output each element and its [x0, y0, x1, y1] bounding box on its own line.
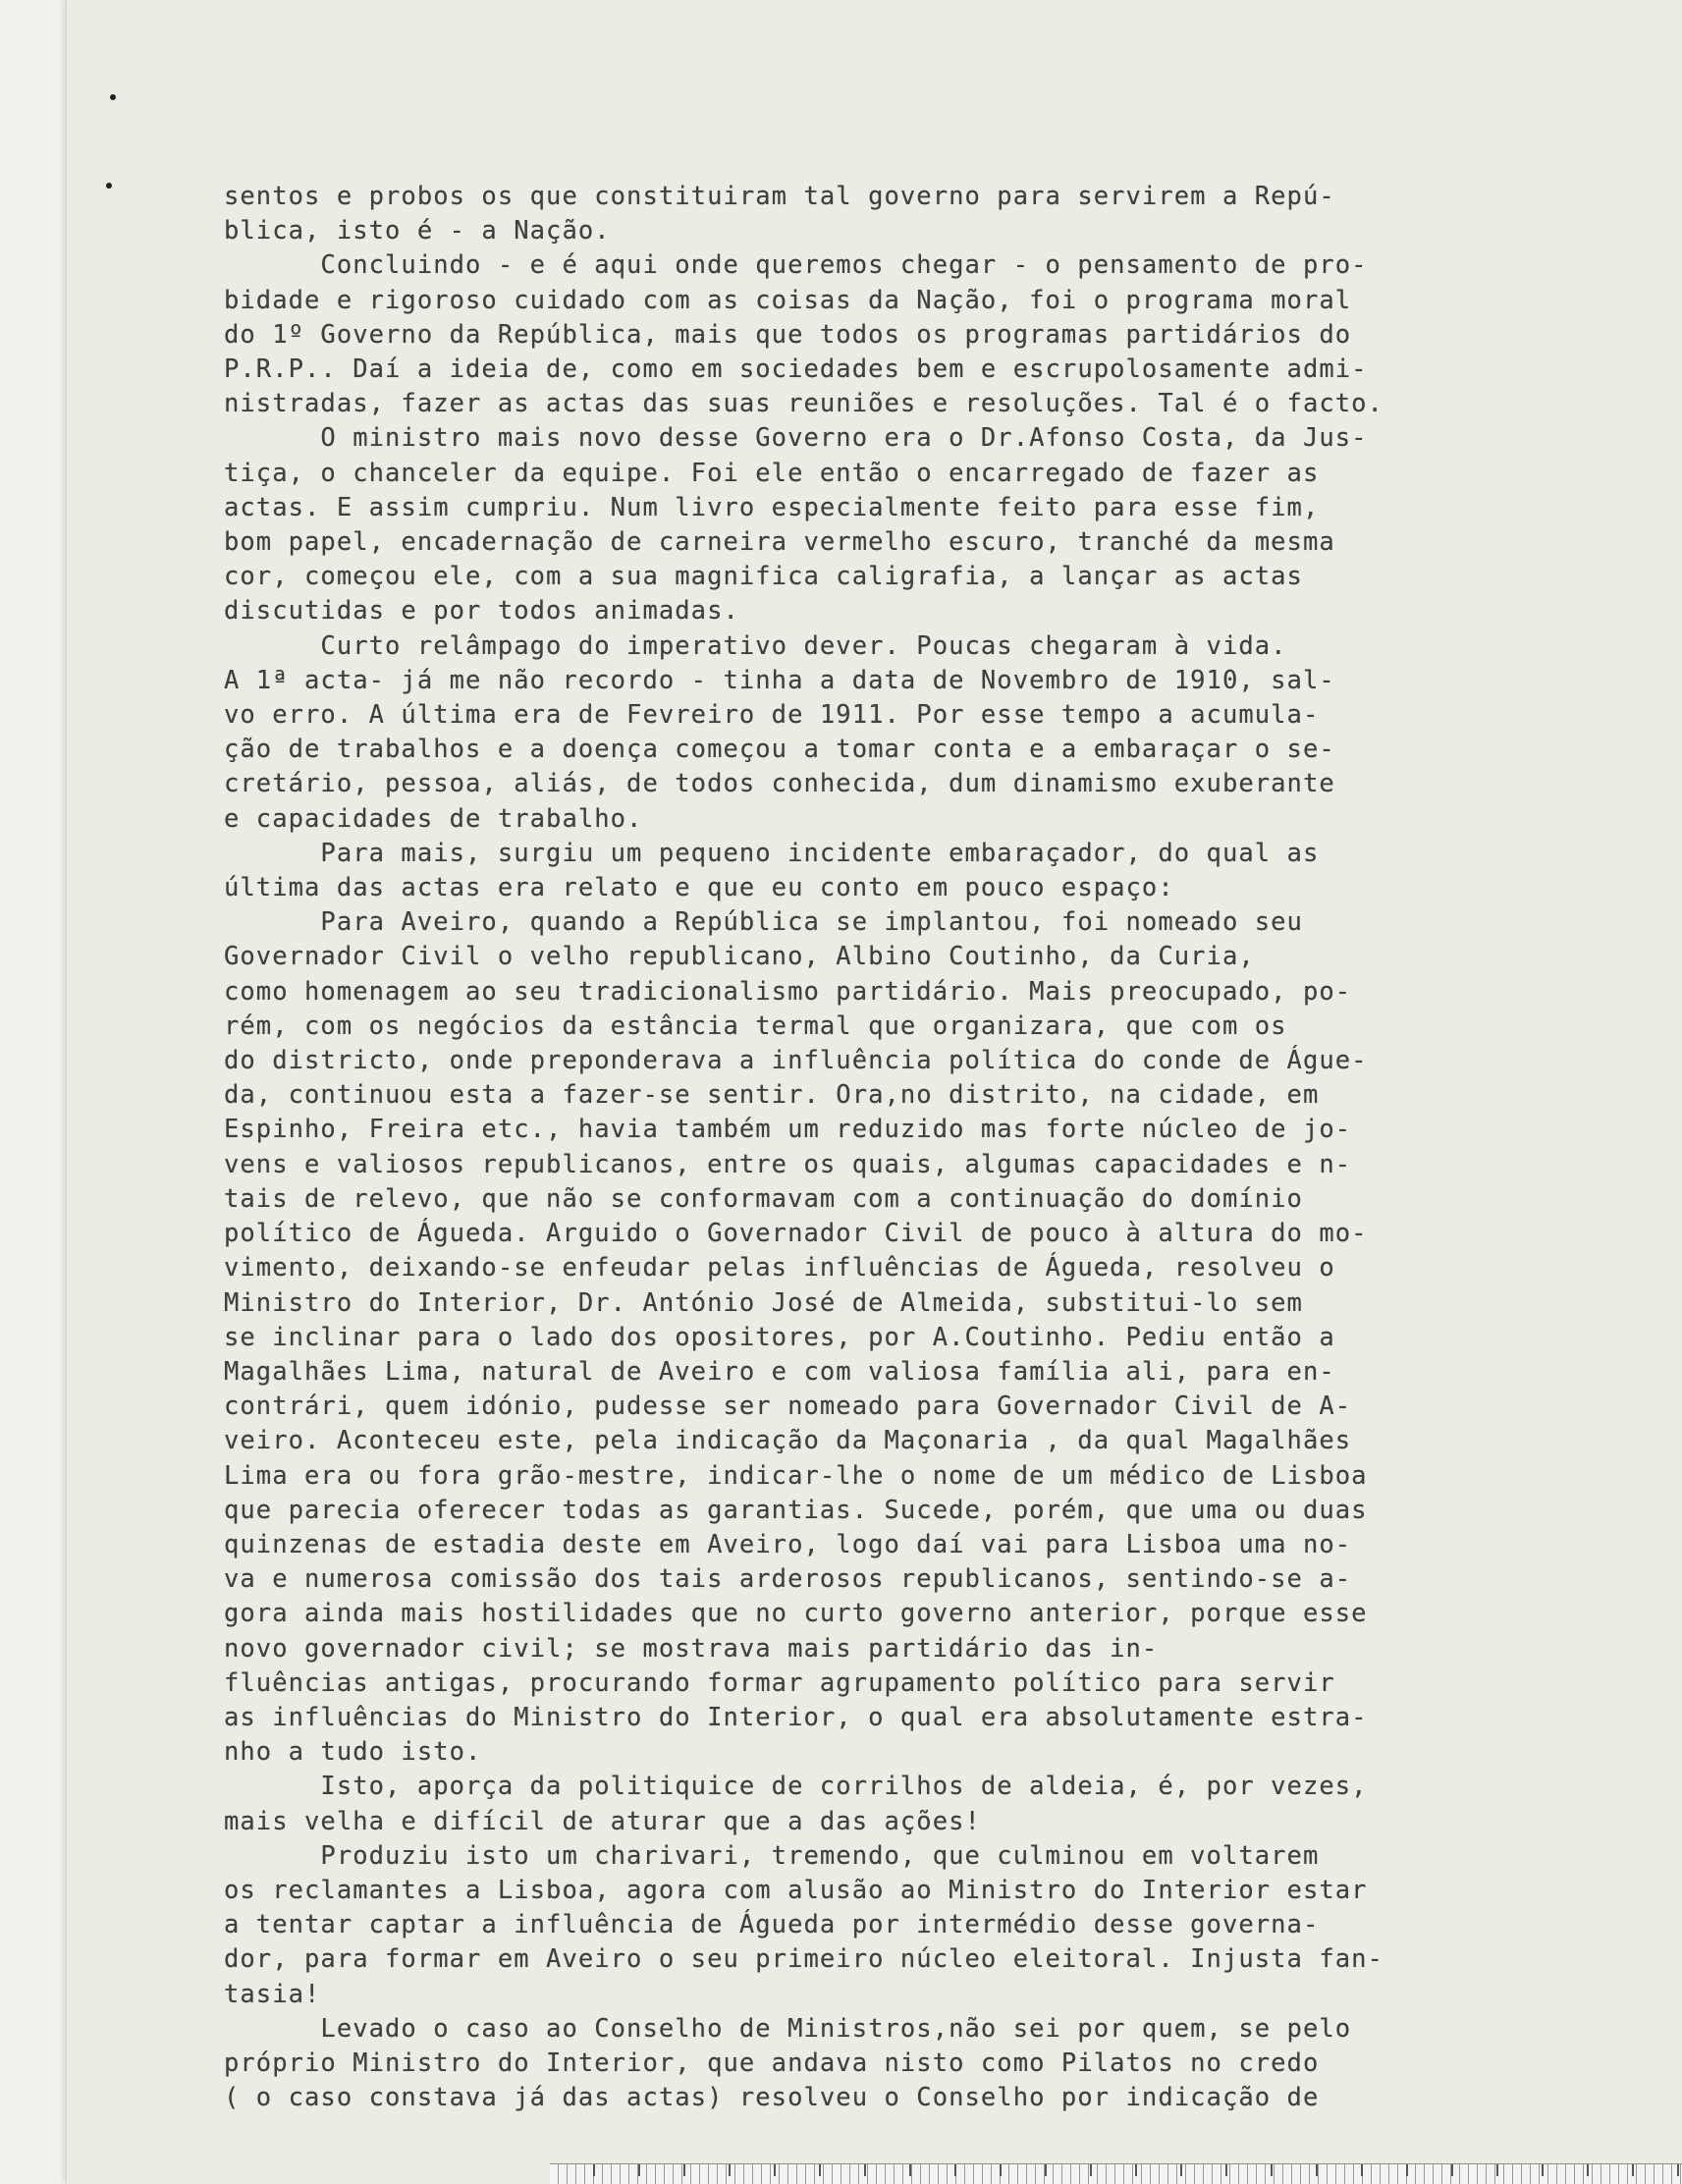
- text-line: dor, para formar em Aveiro o seu primeiro núcleo eleitoral. Injusta fan-: [224, 1944, 1384, 1975]
- text-line: va e numerosa comissão dos tais arderosos republicanos, sentindo-se a-: [224, 1564, 1352, 1595]
- text-line: Para Aveiro, quando a República se implantou, foi nomeado seu: [224, 907, 1303, 938]
- text-line: do 1º Governo da República, mais que todos os programas partidários do: [224, 319, 1352, 350]
- text-line: tiça, o chanceler da equipe. Foi ele então o encarregado de fazer as: [224, 458, 1320, 488]
- text-line: actas. E assim cumpriu. Num livro especialmente feito para esse fim,: [224, 492, 1320, 522]
- text-line: os reclamantes a Lisboa, agora com alusão ao Ministro do Interior estar: [224, 1875, 1368, 1905]
- text-line: gora ainda mais hostilidades que no curto governo anterior, porque esse: [224, 1599, 1368, 1629]
- text-line: a tentar captar a influência de Águeda por intermédio desse governa-: [224, 1910, 1320, 1940]
- typewritten-text: [224, 180, 1618, 2115]
- text-line: Lima era ou fora grão-mestre, indicar-lhe o nome de um médico de Lisboa: [224, 1460, 1368, 1491]
- text-line: vo erro. A última era de Fevreiro de 1911. Por esse tempo a acumula-: [224, 700, 1320, 731]
- text-line: blica, isto é - a Nação.: [224, 216, 611, 246]
- text-line: A 1ª acta- já me não recordo - tinha a data de Novembro de 1910, sal-: [224, 665, 1335, 695]
- text-line: novo governador civil; se mostrava mais partidário das in-: [224, 1633, 1159, 1664]
- text-line: da, continuou esta a fazer-se sentir. Ora,no distrito, na cidade, em: [224, 1080, 1320, 1111]
- text-line: bidade e rigoroso cuidado com as coisas da Nação, foi o programa moral: [224, 285, 1352, 315]
- text-line: cretário, pessoa, aliás, de todos conhecida, dum dinamismo exuberante: [224, 769, 1335, 799]
- text-line: Magalhães Lima, natural de Aveiro e com valiosa família ali, para en-: [224, 1356, 1335, 1387]
- text-line: do districto, onde preponderava a influência política do conde de Águe-: [224, 1046, 1368, 1076]
- text-line: nho a tudo isto.: [224, 1737, 482, 1768]
- text-line: como homenagem ao seu tradicionalismo partidário. Mais preocupado, po-: [224, 976, 1352, 1007]
- text-line: Levado o caso ao Conselho de Ministros,não sei por quem, se pelo: [224, 2013, 1352, 2044]
- text-line: próprio Ministro do Interior, que andava nisto como Pilatos no credo: [224, 2048, 1320, 2078]
- text-line: ( o caso constava já das actas) resolveu o Conselho por indicação de: [224, 2083, 1320, 2113]
- text-line: sentos e probos os que constituiram tal governo para servirem a Repú-: [224, 182, 1335, 211]
- text-line: discutidas e por todos animadas.: [224, 596, 739, 627]
- text-line: quinzenas de estadia deste em Aveiro, logo daí vai para Lisboa uma no-: [224, 1529, 1352, 1559]
- text-line: Espinho, Freira etc., havia também um reduzido mas forte núcleo de jo-: [224, 1115, 1352, 1145]
- text-line: Curto relâmpago do imperativo dever. Poucas chegaram à vida.: [224, 630, 1287, 661]
- text-line: rém, com os negócios da estância termal que organizara, que com os: [224, 1010, 1287, 1041]
- punch-hole: [110, 94, 116, 100]
- text-line: tais de relevo, que não se conformavam com a continuação do domínio: [224, 1183, 1303, 1214]
- text-line: Concluindo - e é aqui onde queremos chegar - o pensamento de pro-: [224, 250, 1368, 281]
- text-line: que parecia oferecer todas as garantias. Sucede, porém, que uma ou duas: [224, 1495, 1368, 1525]
- scale-ruler: [550, 2163, 1682, 2184]
- text-line: e capacidades de trabalho.: [224, 803, 643, 834]
- text-line: ção de trabalhos e a doença começou a tomar conta e a embaraçar o se-: [224, 735, 1335, 765]
- text-line: se inclinar para o lado dos opositores, por A.Coutinho. Pediu então a: [224, 1322, 1335, 1352]
- text-line: político de Águeda. Arguido o Governador Civil de pouco à altura do mo-: [224, 1219, 1368, 1249]
- text-line: Produziu isto um charivari, tremendo, que culminou em voltarem: [224, 1840, 1320, 1871]
- text-line: contrári, quem idónio, pudesse ser nomeado para Governador Civil de A-: [224, 1392, 1352, 1422]
- text-line: Ministro do Interior, Dr. António José de Almeida, substitui-lo sem: [224, 1287, 1303, 1318]
- punch-hole: [106, 183, 112, 189]
- text-line: vens e valiosos republicanos, entre os quais, algumas capacidades e n-: [224, 1149, 1352, 1179]
- text-line: veiro. Aconteceu este, pela indicação da Maçonaria , da qual Magalhães: [224, 1426, 1352, 1456]
- text-line: bom papel, encadernação de carneira vermelho escuro, tranché da mesma: [224, 527, 1335, 558]
- text-line: Para mais, surgiu um pequeno incidente embaraçador, do qual as: [224, 838, 1320, 868]
- text-line: nistradas, fazer as actas das suas reuniões e resoluções. Tal é o facto.: [224, 389, 1384, 419]
- text-line: cor, começou ele, com a sua magnifica caligrafia, a lançar as actas: [224, 562, 1303, 592]
- text-line: Governador Civil o velho republicano, Albino Coutinho, da Curia,: [224, 942, 1255, 972]
- text-line: tasia!: [224, 1979, 321, 2009]
- text-line: vimento, deixando-se enfeudar pelas influências de Águeda, resolveu o: [224, 1253, 1335, 1283]
- text-line: P.R.P.. Daí a ideia de, como em sociedades bem e escrupolosamente admi-: [224, 355, 1368, 385]
- text-line: Isto, aporça da politiquice de corrilhos de aldeia, é, por vezes,: [224, 1772, 1368, 1802]
- text-line: fluências antigas, procurando formar agrupamento político para servir: [224, 1667, 1335, 1698]
- text-line: O ministro mais novo desse Governo era o Dr.Afonso Costa, da Jus-: [224, 423, 1368, 454]
- text-line: mais velha e difícil de aturar que a das ações!: [224, 1806, 981, 1836]
- text-line: última das actas era relato e que eu conto em pouco espaço:: [224, 873, 1174, 903]
- text-line: as influências do Ministro do Interior, o qual era absolutamente estra-: [224, 1702, 1368, 1732]
